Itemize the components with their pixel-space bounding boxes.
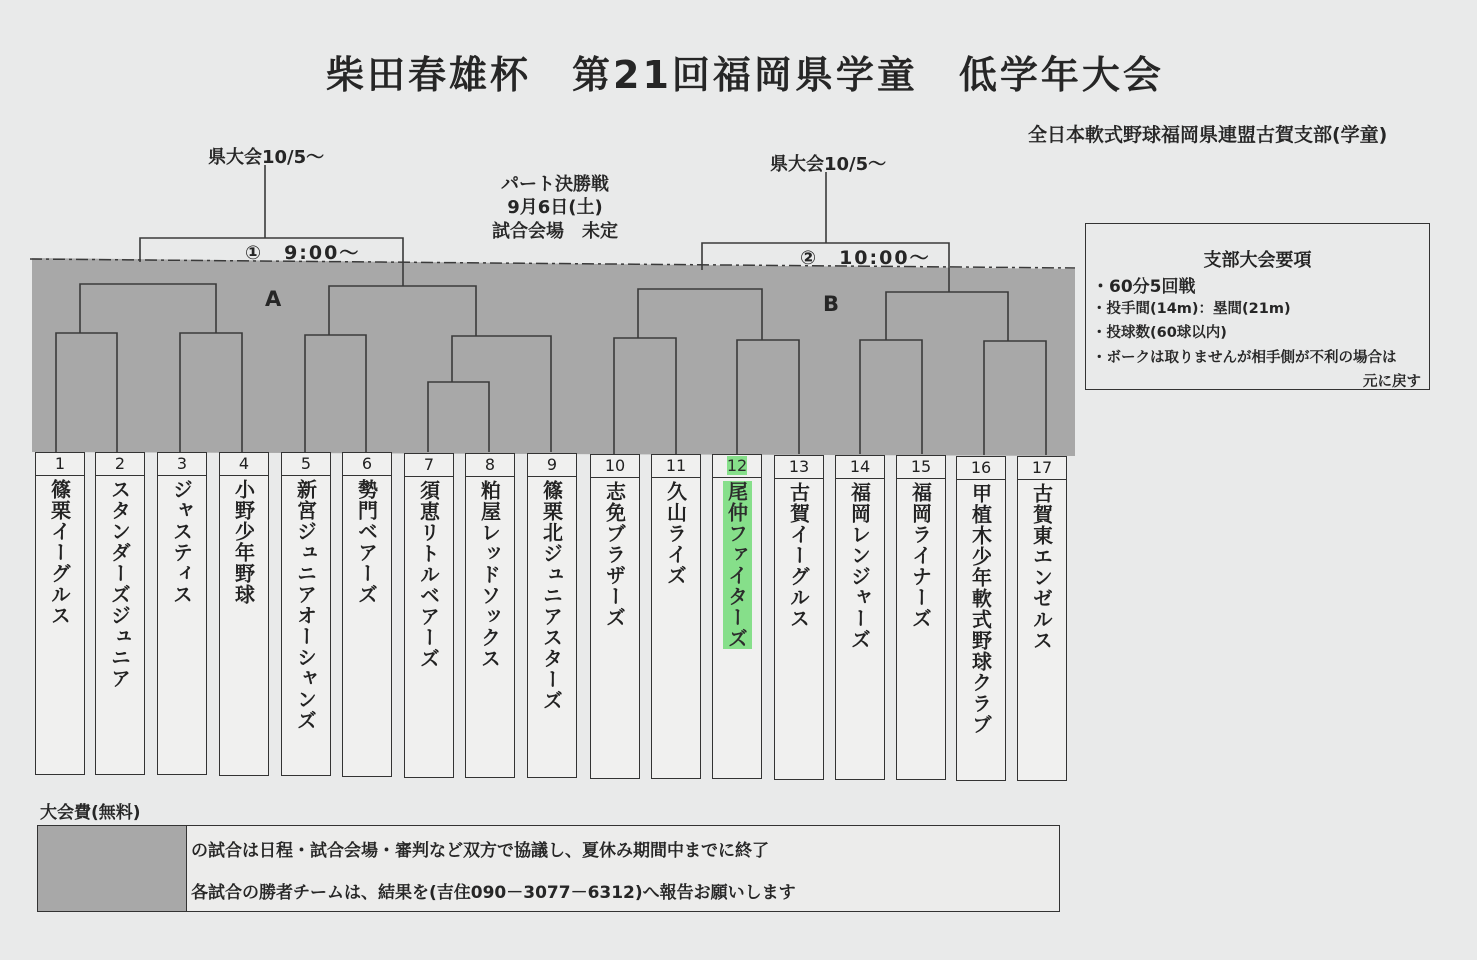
team-name: 尾仲ファイターズ bbox=[723, 481, 752, 649]
team-box bbox=[219, 452, 269, 776]
team-name: 古賀東エンゼルス bbox=[1029, 483, 1054, 651]
team-box bbox=[590, 454, 640, 779]
team-box bbox=[835, 455, 885, 780]
highlight-mark: 12 bbox=[726, 456, 748, 475]
team-number: 15 bbox=[897, 456, 945, 479]
legend-line: の試合は日程・試合会場・審判など双方で協議し、夏休み期間中までに終了 bbox=[191, 841, 769, 861]
fee-label: 大会費(無料) bbox=[40, 803, 141, 823]
team-name: 古賀イーグルス bbox=[786, 482, 811, 629]
team-box bbox=[774, 455, 824, 780]
legend-swatch bbox=[38, 826, 187, 911]
team-number: 17 bbox=[1018, 457, 1066, 480]
rule-item: ・投手間(14m)：塁間(21m) bbox=[1092, 301, 1291, 317]
legend-box bbox=[37, 825, 1060, 912]
team-number: 6 bbox=[343, 453, 391, 476]
team-number: 11 bbox=[652, 455, 700, 478]
legend-line: 各試合の勝者チームは、結果を(吉住090－3077－6312)へ報告お願いします bbox=[191, 883, 796, 903]
team-name: 新宮ジュニアオーシャンズ bbox=[293, 479, 318, 731]
team-name: 小野少年野球 bbox=[231, 479, 256, 605]
prefectural-label-a: 県大会10/5～ bbox=[208, 147, 325, 168]
rule-item: ・ボークは取りませんが相手側が不利の場合は bbox=[1092, 350, 1397, 366]
team-box bbox=[1017, 456, 1067, 781]
team-name: 篠栗北ジュニアスターズ bbox=[539, 480, 564, 711]
team-number: 3 bbox=[158, 453, 206, 476]
team-box bbox=[157, 452, 207, 775]
team-number: 5 bbox=[282, 453, 330, 476]
team-name: ジャスティス bbox=[169, 479, 194, 605]
team-number: 10 bbox=[591, 455, 639, 478]
part-final-venue: 試合会場 未定 bbox=[492, 221, 618, 242]
team-name: 福岡レンジャーズ bbox=[847, 482, 872, 650]
team-number: 13 bbox=[775, 456, 823, 479]
team-number: 14 bbox=[836, 456, 884, 479]
team-number: 7 bbox=[405, 454, 453, 477]
team-number: 8 bbox=[466, 454, 514, 477]
team-box bbox=[896, 455, 946, 780]
team-name: 須恵リトルベアーズ bbox=[416, 480, 441, 669]
team-box bbox=[95, 452, 145, 775]
team-box bbox=[281, 452, 331, 776]
rule-item: ・60分5回戦 bbox=[1092, 277, 1196, 297]
rules-title: 支部大会要項 bbox=[1203, 250, 1312, 271]
team-box bbox=[465, 453, 515, 778]
team-name: スタンダーズジュニア bbox=[107, 479, 132, 689]
team-name: 久山ライズ bbox=[663, 481, 688, 586]
team-name: 志免ブラザーズ bbox=[602, 481, 627, 628]
team-number: 2 bbox=[96, 453, 144, 476]
match-label-a: ① 9:00～ bbox=[245, 242, 361, 264]
team-box bbox=[404, 453, 454, 778]
prefectural-label-b: 県大会10/5～ bbox=[770, 154, 887, 175]
team-number bbox=[713, 455, 761, 478]
team-box bbox=[651, 454, 701, 779]
team-box bbox=[956, 456, 1006, 781]
team-number: 9 bbox=[528, 454, 576, 477]
rule-item: 元に戻す bbox=[1363, 374, 1421, 390]
match-label-b: ② 10:00～ bbox=[800, 247, 931, 269]
team-name: 甲植木少年軟式野球クラブ bbox=[968, 483, 993, 735]
block-label-b: B bbox=[823, 292, 840, 316]
part-final-title: パート決勝戦 bbox=[501, 174, 609, 195]
team-name: 福岡ライナーズ bbox=[908, 482, 933, 629]
team-box bbox=[342, 452, 392, 777]
team-box-highlighted bbox=[712, 454, 762, 779]
page-title: 柴田春雄杯 第21回福岡県学童 低学年大会 bbox=[326, 53, 1164, 97]
shaded-area bbox=[32, 258, 1075, 456]
team-number: 4 bbox=[220, 453, 268, 476]
team-name: 篠栗イーグルス bbox=[47, 479, 72, 626]
organizer-label: 全日本軟式野球福岡県連盟古賀支部(学童) bbox=[1028, 124, 1388, 146]
team-name: 粕屋レッドソックス bbox=[477, 480, 502, 669]
rules-box bbox=[1085, 223, 1430, 390]
part-final-date: 9月6日(土) bbox=[507, 197, 603, 218]
team-box bbox=[527, 453, 577, 778]
team-box bbox=[35, 452, 85, 775]
rule-item: ・投球数(60球以内) bbox=[1092, 325, 1227, 341]
block-label-a: A bbox=[265, 287, 282, 311]
team-number: 16 bbox=[957, 457, 1005, 480]
team-number: 1 bbox=[36, 453, 84, 476]
team-name: 勢門ベアーズ bbox=[354, 479, 379, 605]
